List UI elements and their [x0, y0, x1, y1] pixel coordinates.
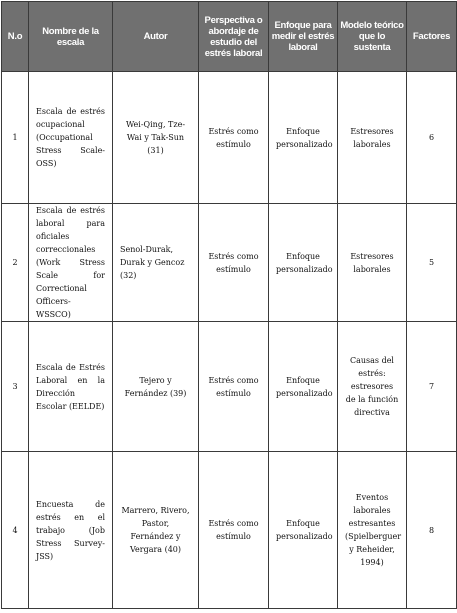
cell-nombre: Encuesta de estrés en el trabajo (Job Stress Survey-JSS) — [29, 452, 113, 609]
cell-factores: 8 — [407, 452, 457, 609]
stress-scales-table — [1, 1, 457, 609]
table-row — [2, 204, 457, 322]
header-enfoque: Enfoque para medir el estrés laboral — [269, 2, 338, 72]
cell-enfoque: Enfoque personalizado — [269, 72, 338, 204]
cell-perspectiva: Estrés como estímulo — [199, 72, 269, 204]
cell-modelo: Eventos laborales estresantes (Spielberguer y Reheider, 1994) — [338, 452, 407, 609]
cell-nombre: Escala de estrés ocupacional (Occupational Stress Scale-OSS) — [29, 72, 113, 204]
cell-nombre: Escala de estrés laboral para oficiales correccionales (Work Stress Scale for Correctional Officers-WSSCO) — [29, 204, 113, 322]
table-row — [2, 72, 457, 204]
cell-modelo: Estresores laborales — [338, 72, 407, 204]
cell-nombre: Escala de Estrés Laboral en la Dirección Escolar (EELDE) — [29, 322, 113, 452]
header-nombre: Nombre de la escala — [29, 2, 113, 72]
cell-enfoque: Enfoque personalizado — [269, 322, 338, 452]
cell-perspectiva: Estrés como estímulo — [199, 204, 269, 322]
cell-no: 3 — [2, 322, 29, 452]
cell-no: 1 — [2, 72, 29, 204]
cell-enfoque: Enfoque personalizado — [269, 452, 338, 609]
header-perspectiva: Perspectiva o abordaje de estudio del estrés laboral — [199, 2, 269, 72]
cell-perspectiva: Estrés como estímulo — [199, 322, 269, 452]
cell-enfoque: Enfoque personalizado — [269, 204, 338, 322]
header-no: N.o — [2, 2, 29, 72]
cell-autor: Tejero y Fernández (39) — [113, 322, 199, 452]
table-row — [2, 452, 457, 609]
header-autor: Autor — [113, 2, 199, 72]
cell-modelo: Estresores laborales — [338, 204, 407, 322]
cell-modelo: Causas del estrés: estresores de la función directiva — [338, 322, 407, 452]
cell-no: 2 — [2, 204, 29, 322]
header-row — [2, 2, 457, 72]
cell-factores: 5 — [407, 204, 457, 322]
cell-autor: Marrero, Rivero, Pastor, Fernández y Vergara (40) — [113, 452, 199, 609]
table-row — [2, 322, 457, 452]
cell-factores: 7 — [407, 322, 457, 452]
cell-factores: 6 — [407, 72, 457, 204]
cell-autor: Wei-Qing, Tze-Wai y Tak-Sun (31) — [113, 72, 199, 204]
cell-autor: Senol-Durak, Durak y Gencoz (32) — [113, 204, 199, 322]
cell-no: 4 — [2, 452, 29, 609]
header-modelo: Modelo teórico que lo sustenta — [338, 2, 407, 72]
header-factores: Factores — [407, 2, 457, 72]
cell-perspectiva: Estrés como estímulo — [199, 452, 269, 609]
